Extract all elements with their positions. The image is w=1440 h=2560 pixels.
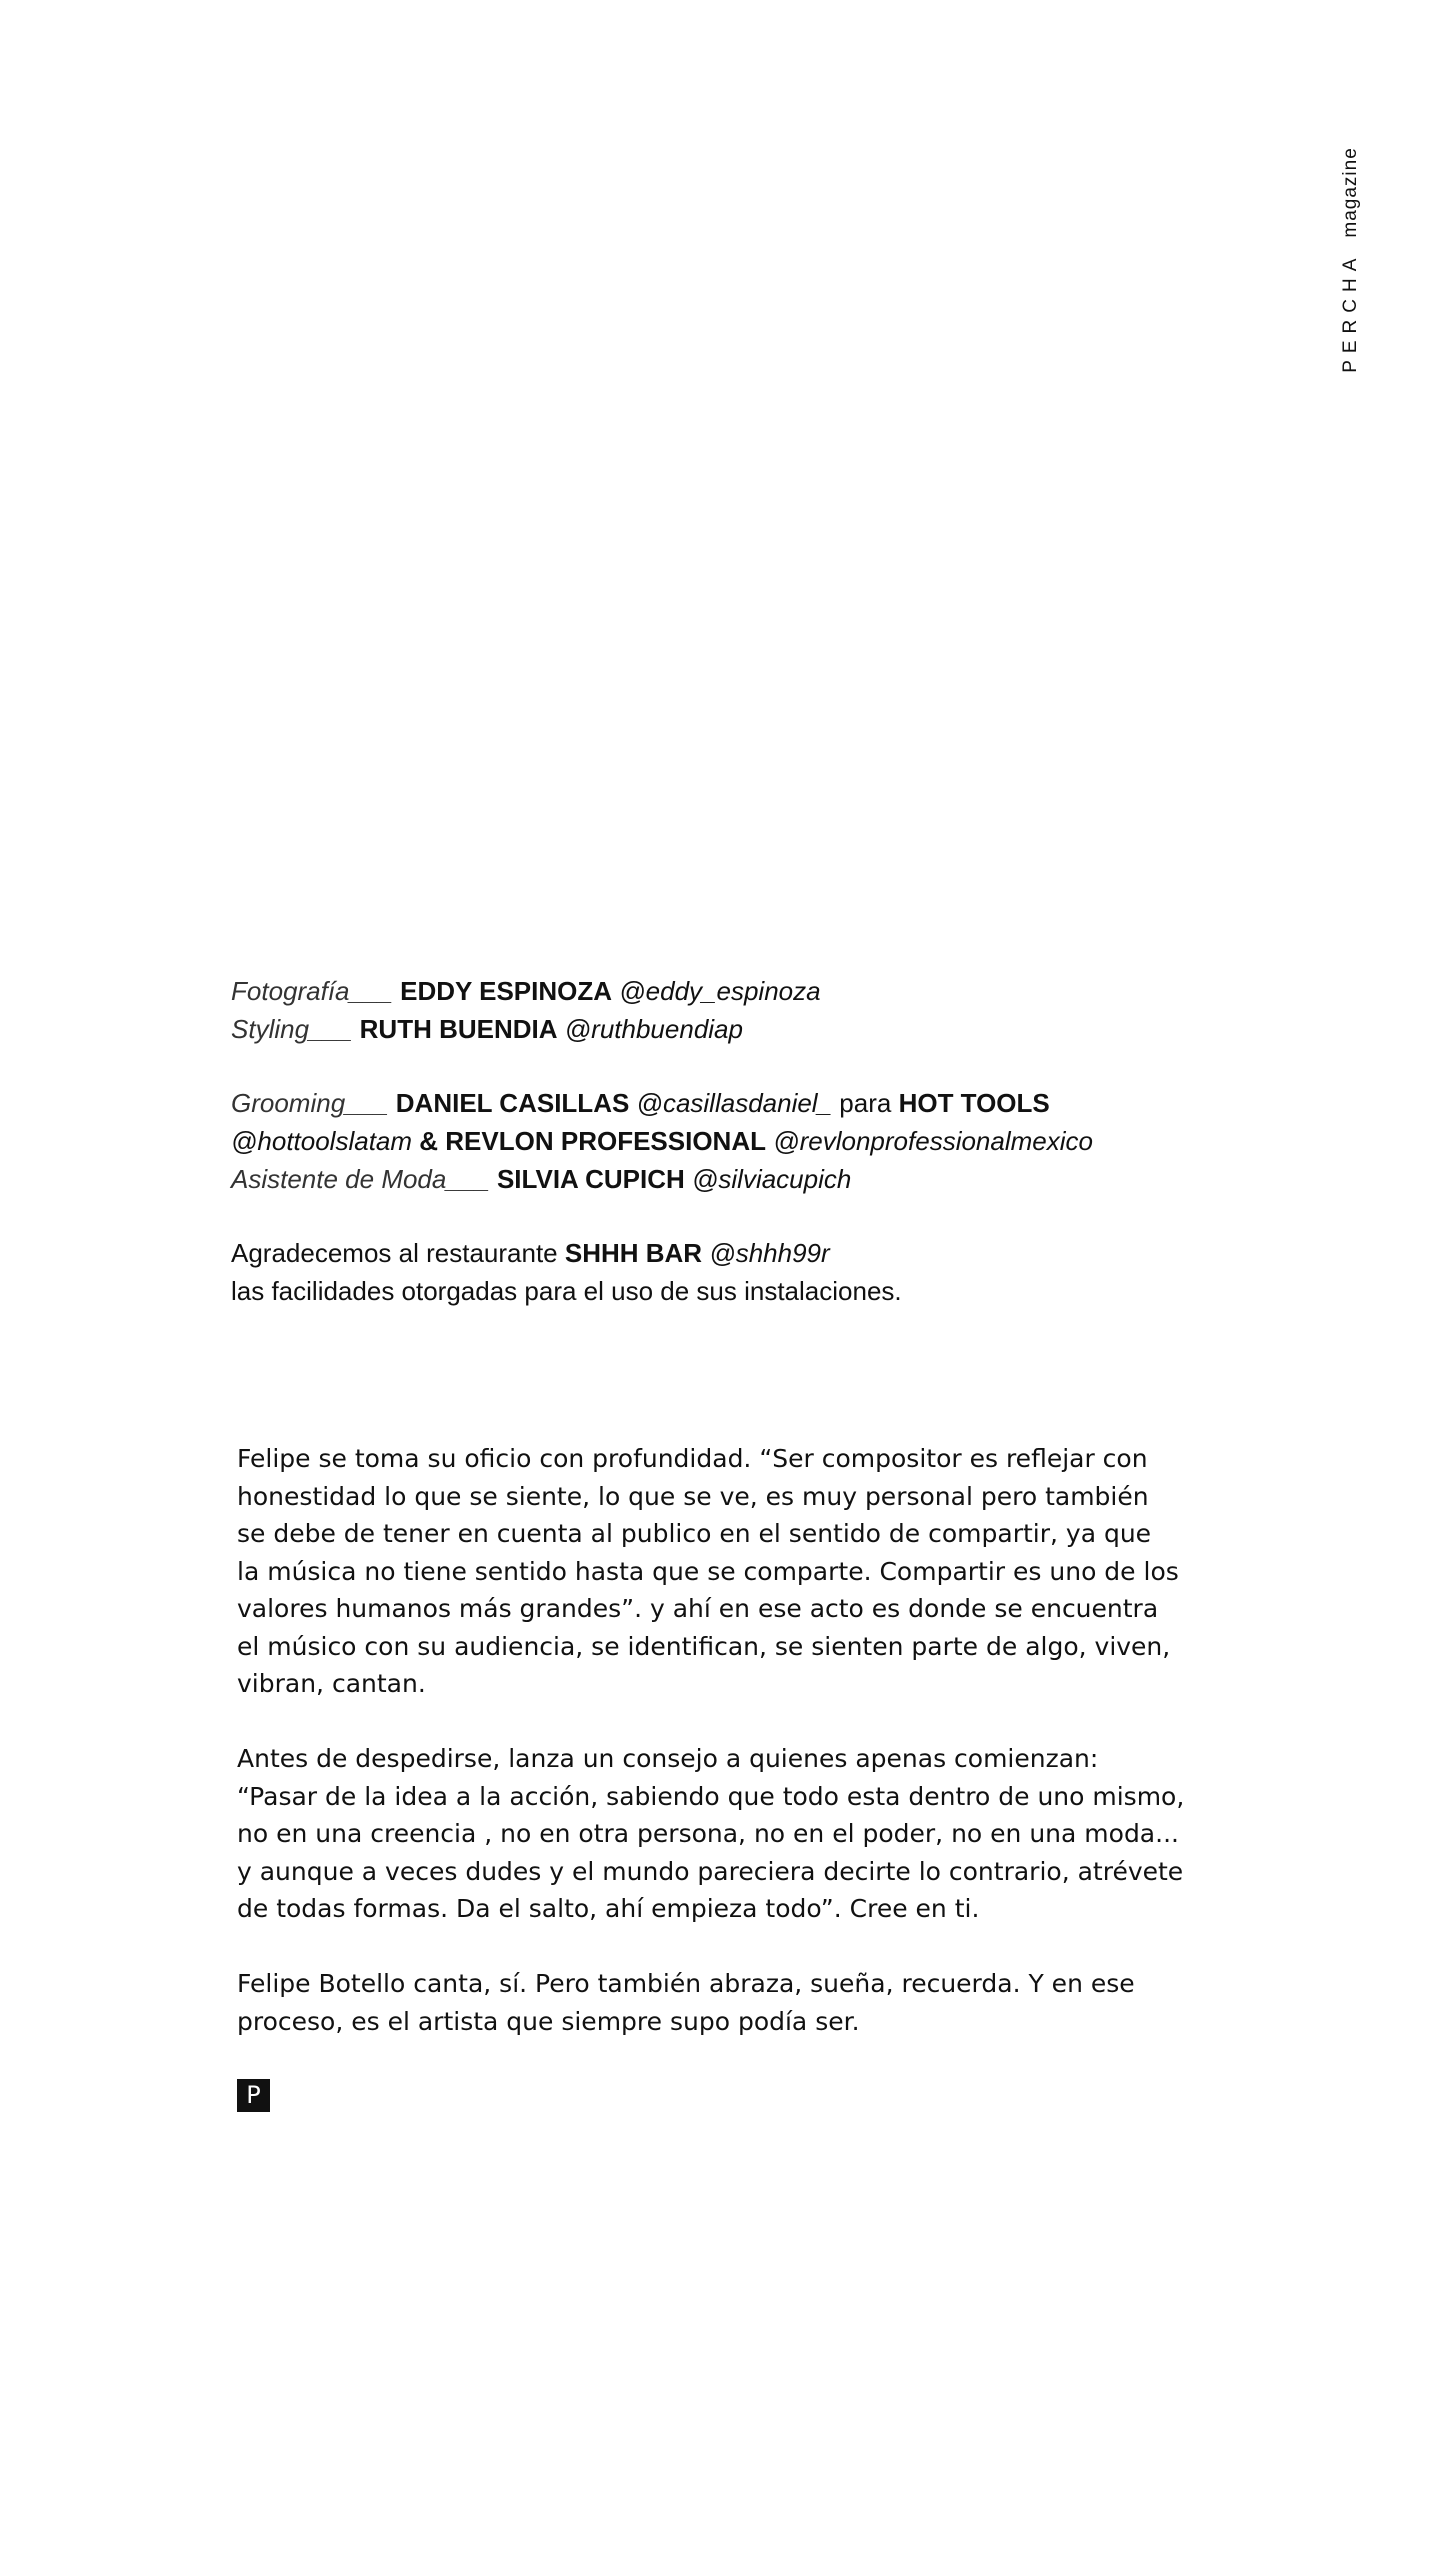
brand-name: PERCHA	[1340, 251, 1361, 373]
magazine-brand-vertical	[1336, 140, 1366, 380]
credit-assistant: Asistente de Moda___ SILVIA CUPICH @silviacupich	[231, 1164, 852, 1194]
end-mark-icon: P	[237, 2079, 270, 2112]
brand-sub: magazine	[1340, 147, 1361, 238]
credit-styling: Styling___ RUTH BUENDIA @ruthbuendiap	[231, 1014, 743, 1044]
thanks-line-2: las facilidades otorgadas para el uso de sus instalaciones.	[231, 1276, 902, 1306]
credit-grooming-brands: @hottoolslatam & REVLON PROFESSIONAL @revlonprofessionalmexico	[231, 1126, 1093, 1156]
credit-grooming: Grooming___ DANIEL CASILLAS @casillasdaniel_ para HOT TOOLS	[231, 1088, 1050, 1118]
article-paragraph-2: Antes de despedirse, lanza un consejo a quienes apenas comienzan: “Pasar de la idea a la acción, sabiendo que todo esta dentro de uno mismo, no en una creencia , no en otra persona, no en el poder, no en una moda... y aunque a veces dudes y el mundo pareciera decirte lo contrario, atrévete de todas formas. Da el salto, ahí empieza todo”. Cree en ti.	[237, 1744, 1185, 1923]
article-body	[237, 1440, 1237, 2078]
article-paragraph-1: Felipe se toma su oficio con profundidad. “Ser compositor es reflejar con honestidad lo que se siente, lo que se ve, es muy personal pero también se debe de tener en cuenta al publico en el sentido de compartir, ya que la música no tiene sentido hasta que se comparte. Compartir es uno de los valores humanos más grandes”. y ahí en ese acto es donde se encuentra el músico con su audiencia, se identifican, se sienten parte de algo, viven, vibran, cantan.	[237, 1444, 1179, 1698]
thanks-line: Agradecemos al restaurante SHHH BAR @shhh99r	[231, 1238, 830, 1268]
credit-photo: Fotografía___ EDDY ESPINOZA @eddy_espinoza	[231, 976, 821, 1006]
photo-credits	[231, 972, 1231, 1310]
article-paragraph-3: Felipe Botello canta, sí. Pero también abraza, sueña, recuerda. Y en ese proceso, es el artista que siempre supo podía ser.	[237, 1969, 1135, 2036]
